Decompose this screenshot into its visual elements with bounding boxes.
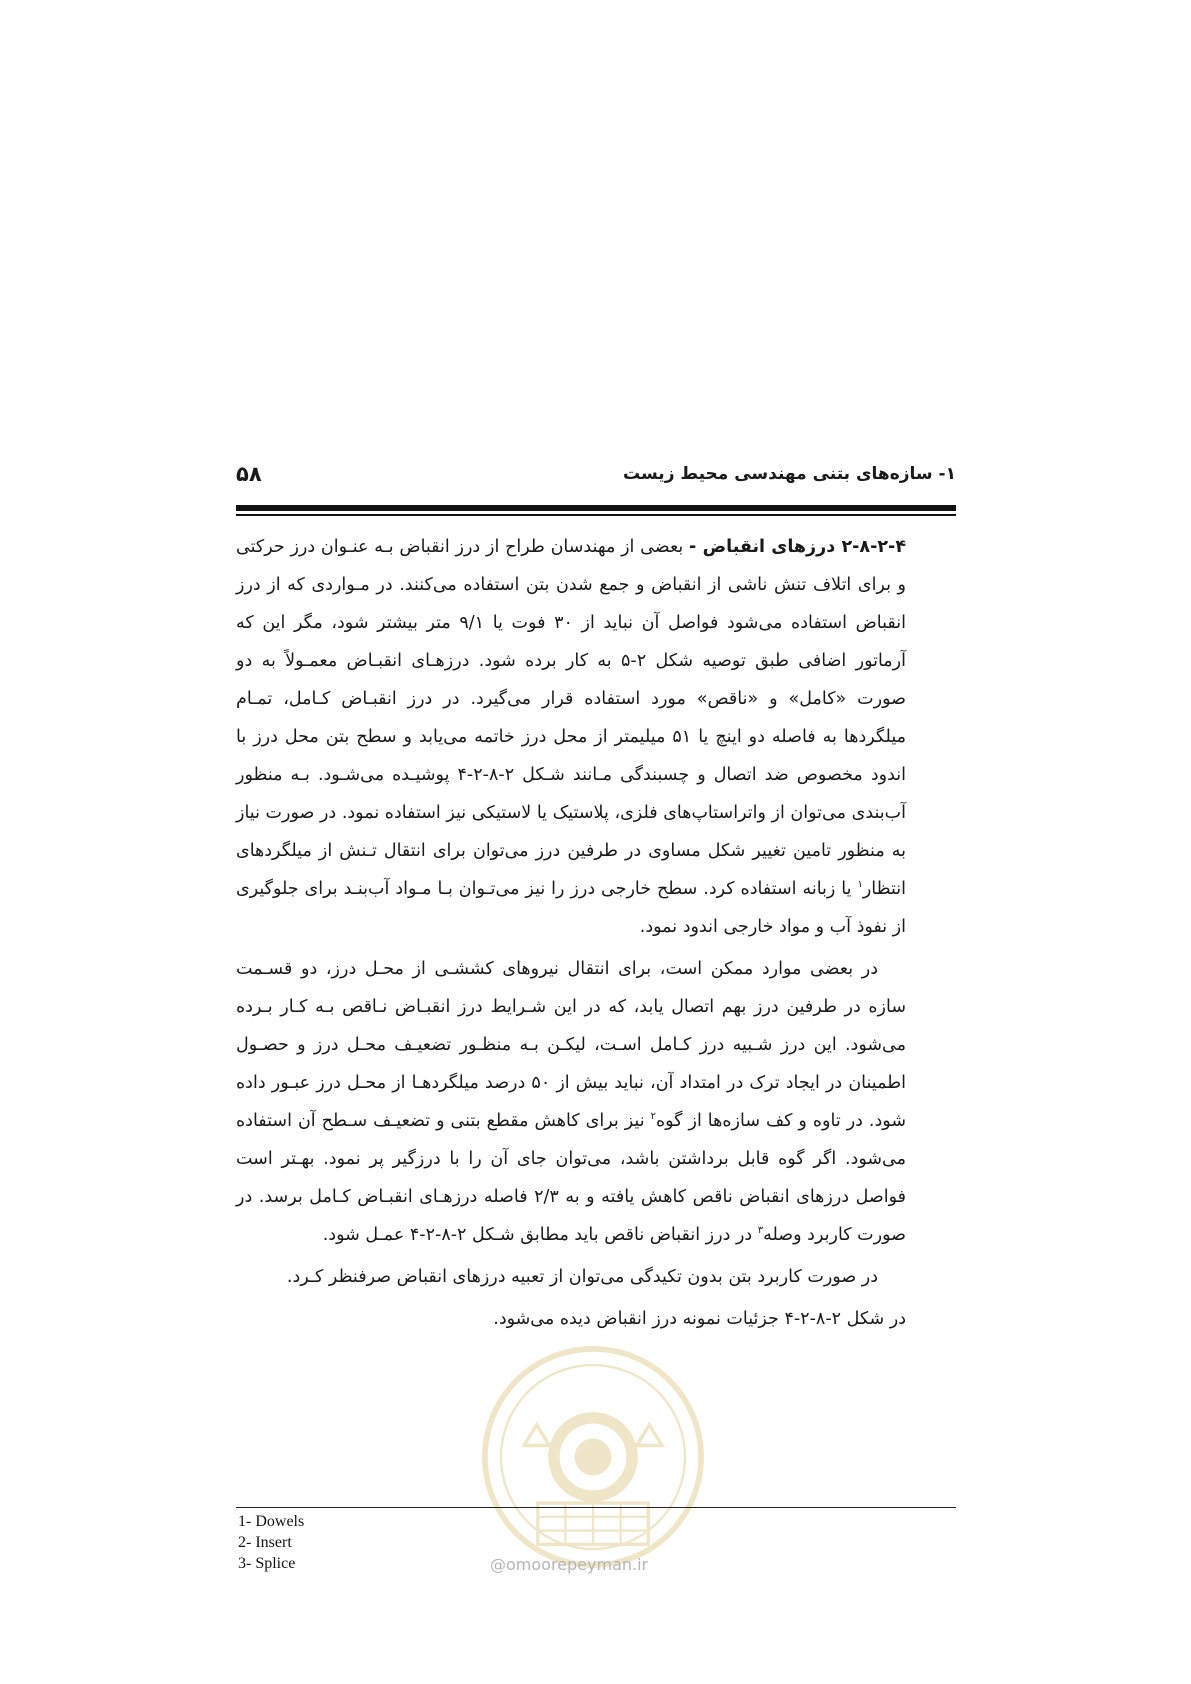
footnotes xyxy=(238,1511,304,1574)
section-heading: ۲-۸-۲-۴ درزهای انقباض - xyxy=(689,537,906,557)
page-number: ۵۸ xyxy=(236,462,262,486)
watermark-logo xyxy=(478,1342,708,1572)
watermark-url: @omoorepeyman.ir xyxy=(490,1555,649,1574)
body-text xyxy=(236,528,906,1342)
paragraph-4: در شکل ۲-۸-۲-۴ جزئیات نمونه درز انقباض دیده می‌شود. xyxy=(493,1309,906,1329)
paragraph-1 xyxy=(236,528,906,946)
paragraph-1-text: بعضی از مهندسان طراح از درز انقباض بـه عنـوان درز حرکتی و برای اتلاف تنش ناشی از انقباض و جمع شدن بتن استفاده می‌کنند. در مـواردی که از درز انقباض استفاده می‌شود فواصل آن نباید از ۳۰ فوت یا ۹/۱ متر بیشتر شود، مگر این که آرماتور اضافی طبق توصیه شکل ۲-۵ به کار برده شود. درزهـای انقبـاض معمـولاً به دو صورت «کامل» و «ناقص» مورد استفاده قرار می‌گیرد. در درز انقبـاض کـامل، تمـام میلگردها به فاصله دو اینچ یا ۵۱ میلیمتر از محل درز خاتمه می‌یابد و سطح بتن محل درز با اندود مخصوص ضد اتصال و چسبندگی مـانند شـکل ۲-۸-۲-۴ پوشیـده می‌شـود. بـه منظور آب‌بندی می‌توان از واتراستاپ‌های فلزی، پلاستیک یا لاستیکی نیز استفاده نمود. در صورت نیاز به منظور تامین تغییر شکل مساوی در طرفین درز می‌توان برای انتقال تـنش از میلگردهای انتظار xyxy=(236,537,907,899)
footnote-ref-1: ۱ xyxy=(857,879,863,891)
footnote-rule xyxy=(236,1507,956,1508)
footnote-ref-2: ۲ xyxy=(650,1111,656,1123)
header-rule-thin xyxy=(236,514,956,516)
paragraph-1-text-b: یا زبانه استفاده کرد. سطح خارجی درز را نیز می‌تـوان بـا مـواد آب‌بنـد برای جلوگیری از نفوذ آب و مواد خارجی اندود نمود. xyxy=(236,879,906,937)
paragraph-2-text-b: نیز برای کاهش مقطع بتنی و تضعیـف سـطح آن استفاده می‌شود. اگر گوه قابل برداشتن باشد، می‌توان جای آن را با درزگیر پر نمود. بهـتر است فواصل درزهای انقباض ناقص کاهش یافته و به ۲/۳ فاصله درزهـای انقبـاض کـامل برسد. در صورت کاربرد وصله xyxy=(236,1111,906,1245)
paragraph-2-text: در بعضی موارد ممکن است، برای انتقال نیروهای کششـی از محـل درز، دو قسـمت سازه در طرفین درز بهم اتصال یابد، که در این شـرایط درز انقبـاض نـاقص بـه کـار بـرده می‌شود. این درز شـبیه درز کـامل اسـت، لیکـن بـه منظـور تضعیـف محـل درز و حصـول اطمینان در ایجاد ترک در امتداد آن، نباید بیش از ۵۰ درصد میلگردهـا از محـل درز عبـور داده شود. در تاوه و کف سازه‌ها از گوه xyxy=(236,959,906,1131)
header-rule-thick xyxy=(236,505,956,511)
footnote-ref-3: ۳ xyxy=(757,1225,764,1237)
page-header xyxy=(236,462,956,496)
footnote-1: 1- Dowels xyxy=(238,1513,305,1530)
running-title: ۱- سازه‌های بتنی مهندسی محیط زیست xyxy=(623,464,956,484)
footnote-2: 2- Insert xyxy=(238,1534,292,1551)
paragraph-2 xyxy=(236,950,906,1254)
footnote-3: 3- Splice xyxy=(238,1555,296,1572)
paragraph-3: در صورت کاربرد بتن بدون تکیدگی می‌توان از تعبیه درزهای انقباض صرفنظر کـرد. xyxy=(286,1267,878,1287)
paragraph-2-text-c: در درز انقباض ناقص باید مطابق شـکل ۲-۸-۲-۴ عمـل شود. xyxy=(322,1225,758,1245)
